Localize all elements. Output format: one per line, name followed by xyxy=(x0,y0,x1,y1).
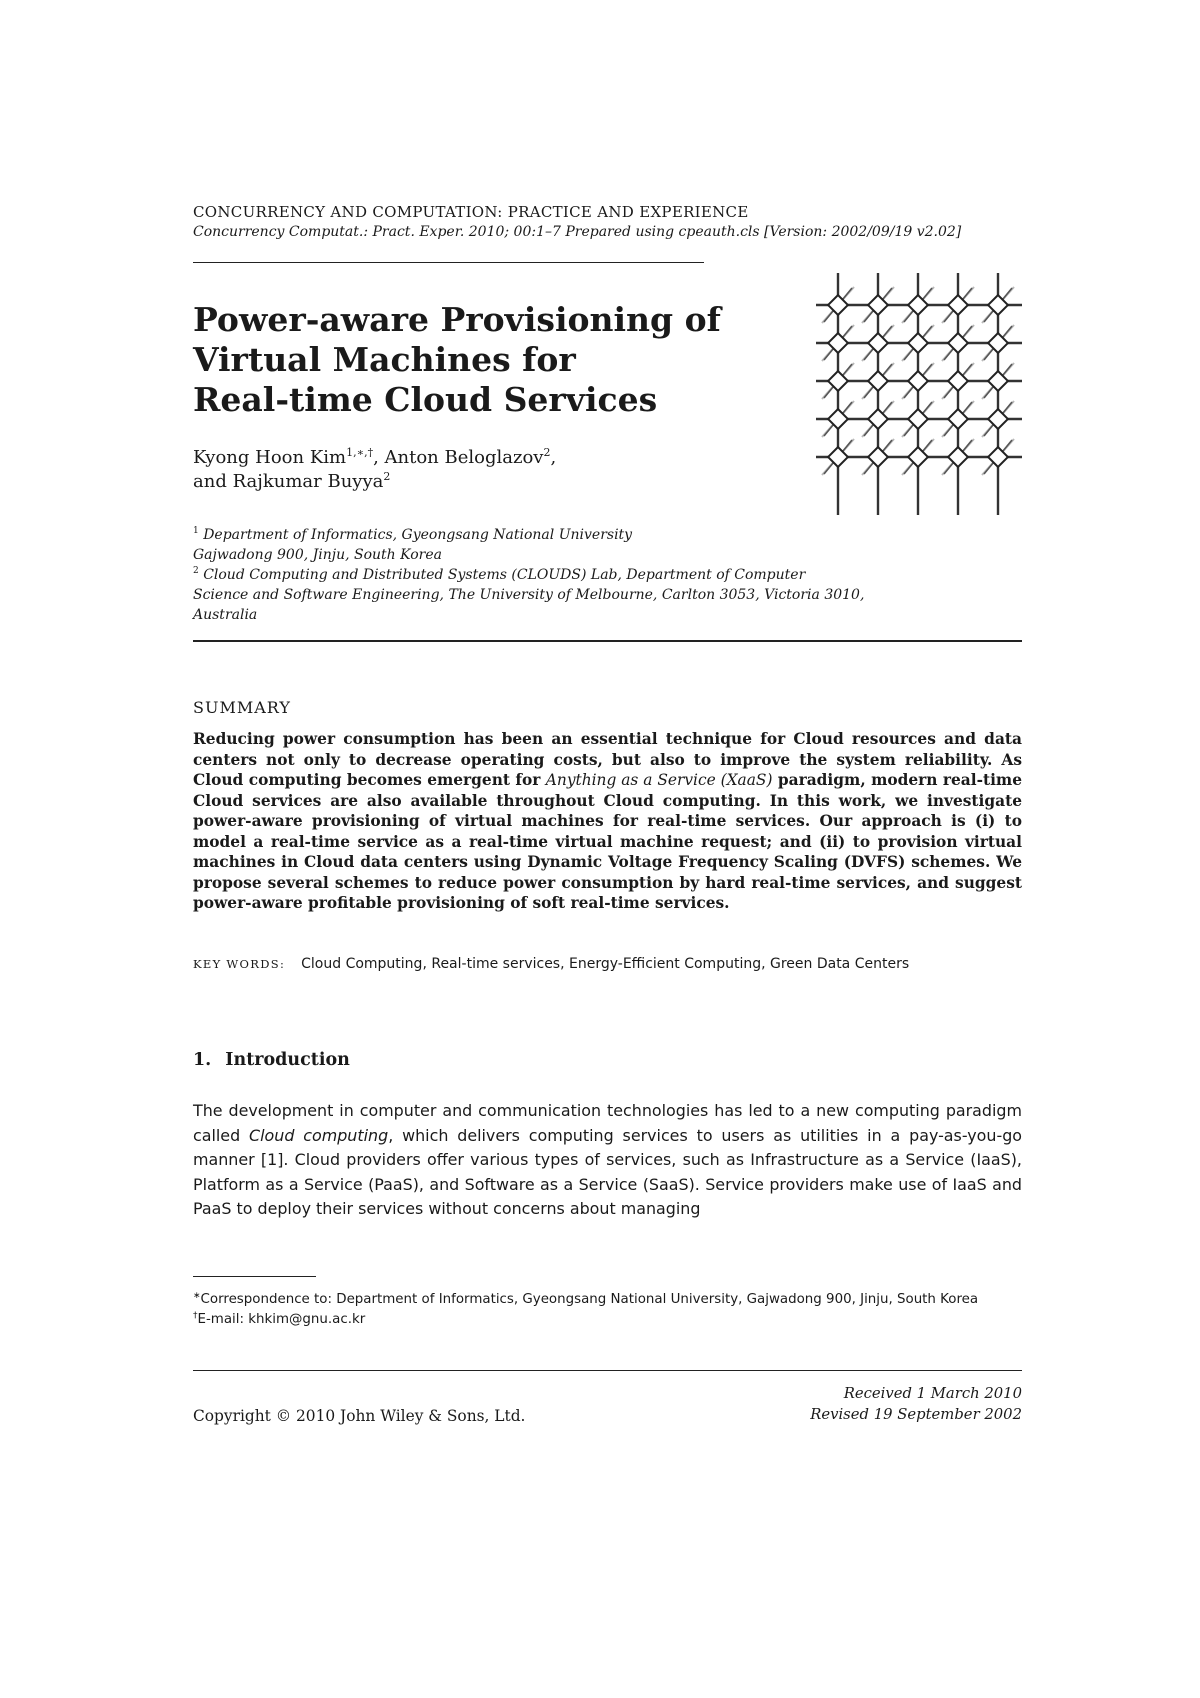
affil-line-2: Gajwadong 900, Jinju, South Korea xyxy=(193,547,442,563)
revised-date: Revised 19 September 2002 xyxy=(810,1406,1022,1423)
affil-line-4: Science and Software Engineering, The University of Melbourne, Carlton 3053, Victoria 3010, xyxy=(193,587,865,603)
author-3-marks: 2 xyxy=(383,470,391,483)
affiliation-rule xyxy=(193,640,1022,642)
footnote-rule xyxy=(193,1276,316,1277)
intro-part-1: The development in computer and communication technologies has led to a new computing paradigm called xyxy=(193,1101,1022,1145)
title-line-3: Real-time Cloud Services xyxy=(193,380,658,419)
copyright: Copyright © 2010 John Wiley & Sons, Ltd. xyxy=(193,1407,526,1425)
author-2-marks: 2 xyxy=(543,446,551,459)
affil-line-5: Australia xyxy=(193,607,258,623)
received-date: Received 1 March 2010 xyxy=(843,1385,1022,1402)
abstract-text xyxy=(193,729,1022,914)
footer-rule xyxy=(193,1370,1022,1371)
journal-citation: Concurrency Computat.: Pract. Exper. 2010; 00:1–7 Prepared using cpeauth.cls [Version: 2002/09/19 v2.02] xyxy=(193,224,962,240)
title-line-1: Power-aware Provisioning of xyxy=(193,300,721,339)
summary-heading: SUMMARY xyxy=(193,698,291,717)
keywords-label: KEY WORDS: xyxy=(193,957,286,971)
footnotes xyxy=(193,1290,1022,1329)
title-line-2: Virtual Machines for xyxy=(193,340,576,379)
intro-paragraph xyxy=(193,1099,1022,1222)
footnote-mark-2: † xyxy=(193,1310,198,1321)
journal-logo xyxy=(810,265,1028,527)
author-list xyxy=(193,446,556,494)
footnote-mark-1: ∗ xyxy=(193,1291,201,1301)
footnote-2: E-mail: khkim@gnu.ac.kr xyxy=(197,1311,366,1327)
abstract-part-1: Reducing power consumption has been an essential technique for Cloud resources and data centers not only to decrease operating costs, but also to improve the system reliability. As Cloud computing becomes emergent for xyxy=(193,730,1022,789)
section-number: 1. xyxy=(193,1050,212,1070)
paper-title xyxy=(193,300,721,420)
author-1: Kyong Hoon Kim xyxy=(193,447,347,468)
lattice-logo-icon xyxy=(810,265,1028,527)
header-rule xyxy=(193,262,704,263)
intro-part-2: , which delivers computing services to users as utilities in a pay-as-you-go manner [1]. Cloud providers offer various types of services, such as Infrastructure as a Service (IaaS), Platform as a Service (PaaS), and Software as a Service (SaaS). Service providers make use of IaaS and PaaS to deploy their services without concerns about managing xyxy=(193,1125,1023,1219)
author-2: , Anton Beloglazov xyxy=(373,447,544,468)
affil-mark-1: 1 xyxy=(193,526,199,536)
keywords xyxy=(193,956,1033,972)
author-1-marks: 1,∗,† xyxy=(346,446,374,459)
affil-mark-2: 2 xyxy=(193,566,199,576)
intro-italic: Cloud computing xyxy=(249,1125,389,1145)
section-heading xyxy=(193,1050,350,1070)
journal-name: CONCURRENCY AND COMPUTATION: PRACTICE AND EXPERIENCE xyxy=(193,203,749,221)
author-separator: , xyxy=(550,447,557,468)
footnote-1: Correspondence to: Department of Informatics, Gyeongsang National University, Gajwadong 900, Jinju, South Korea xyxy=(200,1292,979,1307)
keywords-text: Cloud Computing, Real-time services, Energy-Efficient Computing, Green Data Centers xyxy=(301,956,910,972)
affil-line-3: Cloud Computing and Distributed Systems (CLOUDS) Lab, Department of Computer xyxy=(203,567,806,583)
abstract-part-2: paradigm, modern real-time Cloud services are also available throughout Cloud computing. In this work, we investigate power-aware provisioning of virtual machines for real-time services. Our approach is (i) to model a real-time service as a real-time virtual machine request; and (ii) to provision virtual machines in Cloud data centers using Dynamic Voltage Frequency Scaling (DVFS) schemes. We propose several schemes to reduce power consumption by hard real-time services, and suggest power-aware profitable provisioning of soft real-time services. xyxy=(193,771,1023,912)
received-dates xyxy=(740,1383,1022,1425)
abstract-italic: Anything as a Service (XaaS) xyxy=(545,771,773,789)
author-3: and Rajkumar Buyya xyxy=(193,471,384,492)
affiliations xyxy=(193,525,1023,625)
section-title: Introduction xyxy=(225,1050,350,1070)
affil-line-1: Department of Informatics, Gyeongsang National University xyxy=(203,527,633,543)
